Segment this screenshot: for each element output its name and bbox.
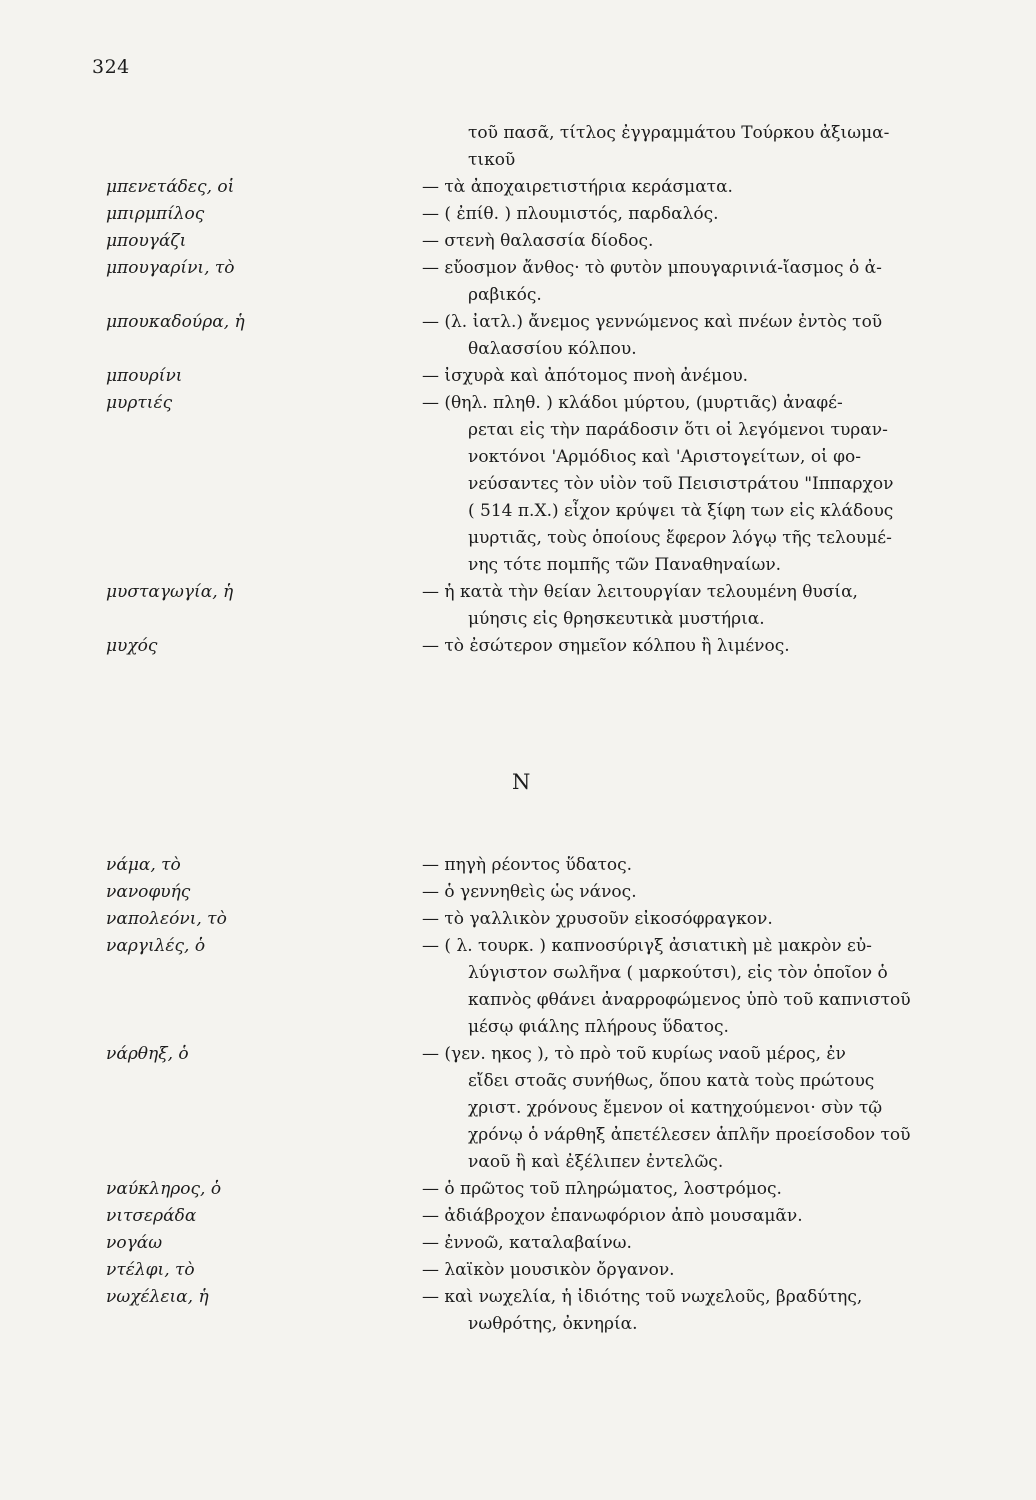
headword: ναπολεόνι, τὸ <box>106 909 227 929</box>
definition: — ὁ πρῶτος τοῦ πληρώματος, λοστρόμος. <box>422 1179 782 1199</box>
definition: — ἰσχυρὰ καὶ ἀπότομος πνοὴ ἀνέμου. <box>422 366 749 386</box>
definition-continuation: ( 514 π.Χ.) εἶχον κρύψει τὰ ξίφη των εἰς κλάδους <box>468 501 894 521</box>
entry-line <box>0 336 1036 363</box>
headword: μυρτιές <box>106 393 173 413</box>
entry-line <box>0 417 1036 444</box>
definition: — τὸ γαλλικὸν χρυσοῦν εἰκοσόφραγκον. <box>422 909 773 929</box>
entry-line <box>0 174 1036 201</box>
headword: μπουγαρίνι, τὸ <box>106 258 235 278</box>
definition: — ὁ γεννηθεὶς ὡς νάνος. <box>422 882 637 902</box>
headword: μπιρμπίλος <box>106 204 205 224</box>
headword: νανοφυής <box>106 882 191 902</box>
definition: — ( ἐπίθ. ) πλουμιστός, παρδαλός. <box>422 204 719 224</box>
definition-continuation: νοκτόνοι 'Αρμόδιος καὶ 'Αριστογείτων, οἱ φο- <box>468 447 862 467</box>
definition: — στενὴ θαλασσία δίοδος. <box>422 231 654 251</box>
definition-continuation: εἴδει στοᾶς συνήθως, ὅπου κατὰ τοὺς πρώτους <box>468 1071 875 1091</box>
definition-continuation: θαλασσίου κόλπου. <box>468 339 637 359</box>
definition-continuation: νωθρότης, ὀκνηρία. <box>468 1314 638 1334</box>
entry-line <box>0 201 1036 228</box>
definition-continuation: χριστ. χρόνους ἔμενον οἱ κατηχούμενοι· σὺν τῷ <box>468 1098 883 1118</box>
definition-continuation: νης τότε πομπῆς τῶν Παναθηναίων. <box>468 555 782 575</box>
entry-line <box>0 1095 1036 1122</box>
headword: νογάω <box>106 1233 163 1253</box>
entry-line <box>0 1068 1036 1095</box>
definition-continuation: μύησις εἰς θρησκευτικὰ μυστήρια. <box>468 609 765 629</box>
headword: μπενετάδες, οἱ <box>106 177 235 197</box>
entry-line <box>0 390 1036 417</box>
definition-continuation: νεύσαντες τὸν υἱὸν τοῦ Πεισιστράτου "Ιππαρχον <box>468 474 894 494</box>
headword: μυχός <box>106 636 158 656</box>
definition-continuation: καπνὸς φθάνει ἀναρροφώμενος ὑπὸ τοῦ καπνιστοῦ <box>468 990 911 1010</box>
entry-line <box>0 120 1036 147</box>
definition: — ( λ. τουρκ. ) καπνοσύριγξ ἀσιατικὴ μὲ μακρὸν εὐ- <box>422 936 872 956</box>
entry-line <box>0 633 1036 660</box>
headword: νάρθηξ, ὁ <box>106 1044 189 1064</box>
definition: — καὶ νωχελία, ἡ ἰδιότης τοῦ νωχελοῦς, βραδύτης, <box>422 1287 863 1307</box>
page-number: 324 <box>92 56 130 78</box>
headword: νάμα, τὸ <box>106 855 181 875</box>
entry-line <box>0 1176 1036 1203</box>
definition-continuation: ναοῦ ἢ καὶ ἐξέλιπεν ἐντελῶς. <box>468 1152 724 1172</box>
entry-line <box>0 933 1036 960</box>
definition: — (γεν. ηκος ), τὸ πρὸ τοῦ κυρίως ναοῦ μέρος, ἐν <box>422 1044 846 1064</box>
entry-line <box>0 1284 1036 1311</box>
definition-continuation: μυρτιᾶς, τοὺς ὁποίους ἔφερον λόγῳ τῆς τελουμέ- <box>468 528 892 548</box>
definition: — τὸ ἐσώτερον σημεῖον κόλπου ἢ λιμένος. <box>422 636 790 656</box>
entry-line <box>0 147 1036 174</box>
entry-line <box>0 228 1036 255</box>
entry-line <box>0 1041 1036 1068</box>
entry-line <box>0 1149 1036 1176</box>
entry-line <box>0 987 1036 1014</box>
entry-line <box>0 309 1036 336</box>
entry-line <box>0 1257 1036 1284</box>
definition: — (θηλ. πληθ. ) κλάδοι μύρτου, (μυρτιᾶς) ἀναφέ- <box>422 393 843 413</box>
entry-line <box>0 552 1036 579</box>
definition-continuation: λύγιστον σωλῆνα ( μαρκούτσι), εἰς τὸν ὁποῖον ὁ <box>468 963 888 983</box>
entry-line <box>0 879 1036 906</box>
definition-continuation: τοῦ πασᾶ, τίτλος ἐγγραμμάτου Τούρκου ἀξιωμα- <box>468 123 890 143</box>
definition-continuation: ραβικός. <box>468 285 542 305</box>
definition: — ἀδιάβροχον ἐπανωφόριον ἀπὸ μουσαμᾶν. <box>422 1206 803 1226</box>
entry-line <box>0 906 1036 933</box>
definition-continuation: τικοῦ <box>468 150 516 170</box>
entry-line <box>0 471 1036 498</box>
entry-line <box>0 1122 1036 1149</box>
definition: — τὰ ἀποχαιρετιστήρια κεράσματα. <box>422 177 733 197</box>
entry-line <box>0 1230 1036 1257</box>
definition: — (λ. ἰατλ.) ἄνεμος γεννώμενος καὶ πνέων ἐντὸς τοῦ <box>422 312 883 332</box>
entry-line <box>0 498 1036 525</box>
entry-line <box>0 579 1036 606</box>
definition: — λαϊκὸν μουσικὸν ὄργανον. <box>422 1260 675 1280</box>
entry-line <box>0 960 1036 987</box>
headword: ντέλφι, τὸ <box>106 1260 195 1280</box>
entry-line <box>0 444 1036 471</box>
headword: ναύκληρος, ὁ <box>106 1179 222 1199</box>
definition: — πηγὴ ρέοντος ὕδατος. <box>422 855 633 875</box>
definition: — ἡ κατὰ τὴν θείαν λειτουργίαν τελουμένη θυσία, <box>422 582 858 602</box>
headword: ναργιλές, ὁ <box>106 936 206 956</box>
entry-line <box>0 525 1036 552</box>
entry-line <box>0 282 1036 309</box>
entry-line <box>0 606 1036 633</box>
entry-line <box>0 255 1036 282</box>
headword: μπουρίνι <box>106 366 183 386</box>
definition: — εὔοσμον ἄνθος· τὸ φυτὸν μπουγαρινιά-ἴασμος ὁ ἀ- <box>422 258 882 278</box>
entry-line <box>0 1203 1036 1230</box>
definition-continuation: ρεται εἰς τὴν παράδοσιν ὅτι οἱ λεγόμενοι τυραν- <box>468 420 888 440</box>
headword: μυσταγωγία, ἡ <box>106 582 234 602</box>
headword: μπουκαδούρα, ἡ <box>106 312 245 332</box>
entry-line <box>0 852 1036 879</box>
section-letter: N <box>512 770 531 794</box>
entry-line <box>0 363 1036 390</box>
entries-block-n <box>0 852 1036 1338</box>
entry-line <box>0 1311 1036 1338</box>
definition-continuation: χρόνῳ ὁ νάρθηξ ἀπετέλεσεν ἁπλῆν προείσοδον τοῦ <box>468 1125 911 1145</box>
headword: νωχέλεια, ἡ <box>106 1287 209 1307</box>
headword: μπουγάζι <box>106 231 187 251</box>
headword: νιτσεράδα <box>106 1206 197 1226</box>
entries-block-m <box>0 120 1036 660</box>
definition-continuation: μέσῳ φιάλης πλήρους ὕδατος. <box>468 1017 729 1037</box>
definition: — ἐννοῶ, καταλαβαίνω. <box>422 1233 632 1253</box>
entry-line <box>0 1014 1036 1041</box>
